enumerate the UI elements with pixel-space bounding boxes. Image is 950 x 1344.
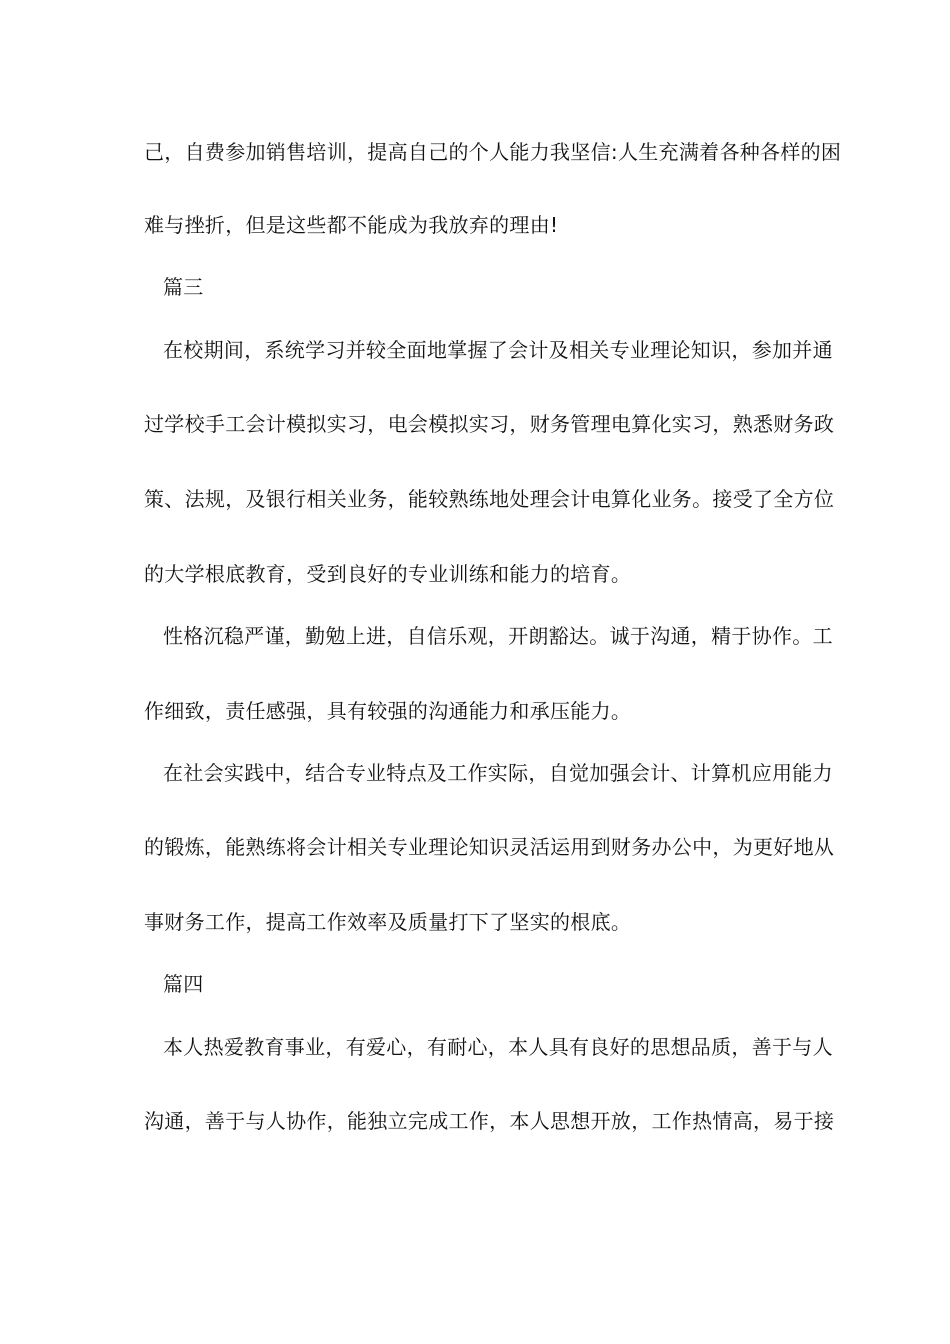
paragraph-first-line: 在校期间，系统学习并较全面地掌握了会计及相关专业理论知识，参加并通: [163, 338, 833, 362]
text-line: 的大学根底教育，受到良好的专业训练和能力的培育。: [144, 562, 632, 586]
text-line: 己，自费参加销售培训，提高自己的个人能力我坚信:人生充满着各种各样的困: [144, 140, 842, 164]
section-heading: 篇三: [163, 275, 204, 299]
text-line: 策、法规，及银行相关业务，能较熟练地处理会计电算化业务。接受了全方位: [144, 487, 835, 511]
text-line: 过学校手工会计模拟实习，电会模拟实习，财务管理电算化实习，熟悉财务政: [144, 412, 835, 436]
text-line: 作细致，责任感强，具有较强的沟通能力和承压能力。: [144, 699, 632, 723]
text-line: 难与挫折，但是这些都不能成为我放弃的理由!: [144, 213, 559, 237]
paragraph-first-line: 本人热爱教育事业，有爱心，有耐心，本人具有良好的思想品质，善于与人: [163, 1035, 833, 1059]
text-line: 事财务工作，提高工作效率及质量打下了坚实的根底。: [144, 910, 632, 934]
paragraph-first-line: 在社会实践中，结合专业特点及工作实际，自觉加强会计、计算机应用能力: [163, 761, 833, 785]
text-line: 沟通，善于与人协作，能独立完成工作，本人思想开放，工作热情高，易于接: [144, 1109, 835, 1133]
section-heading: 篇四: [163, 972, 204, 996]
paragraph-first-line: 性格沉稳严谨，勤勉上进，自信乐观，开朗豁达。诚于沟通，精于协作。工: [163, 624, 833, 648]
text-line: 的锻炼，能熟练将会计相关专业理论知识灵活运用到财务办公中，为更好地从: [144, 835, 835, 859]
